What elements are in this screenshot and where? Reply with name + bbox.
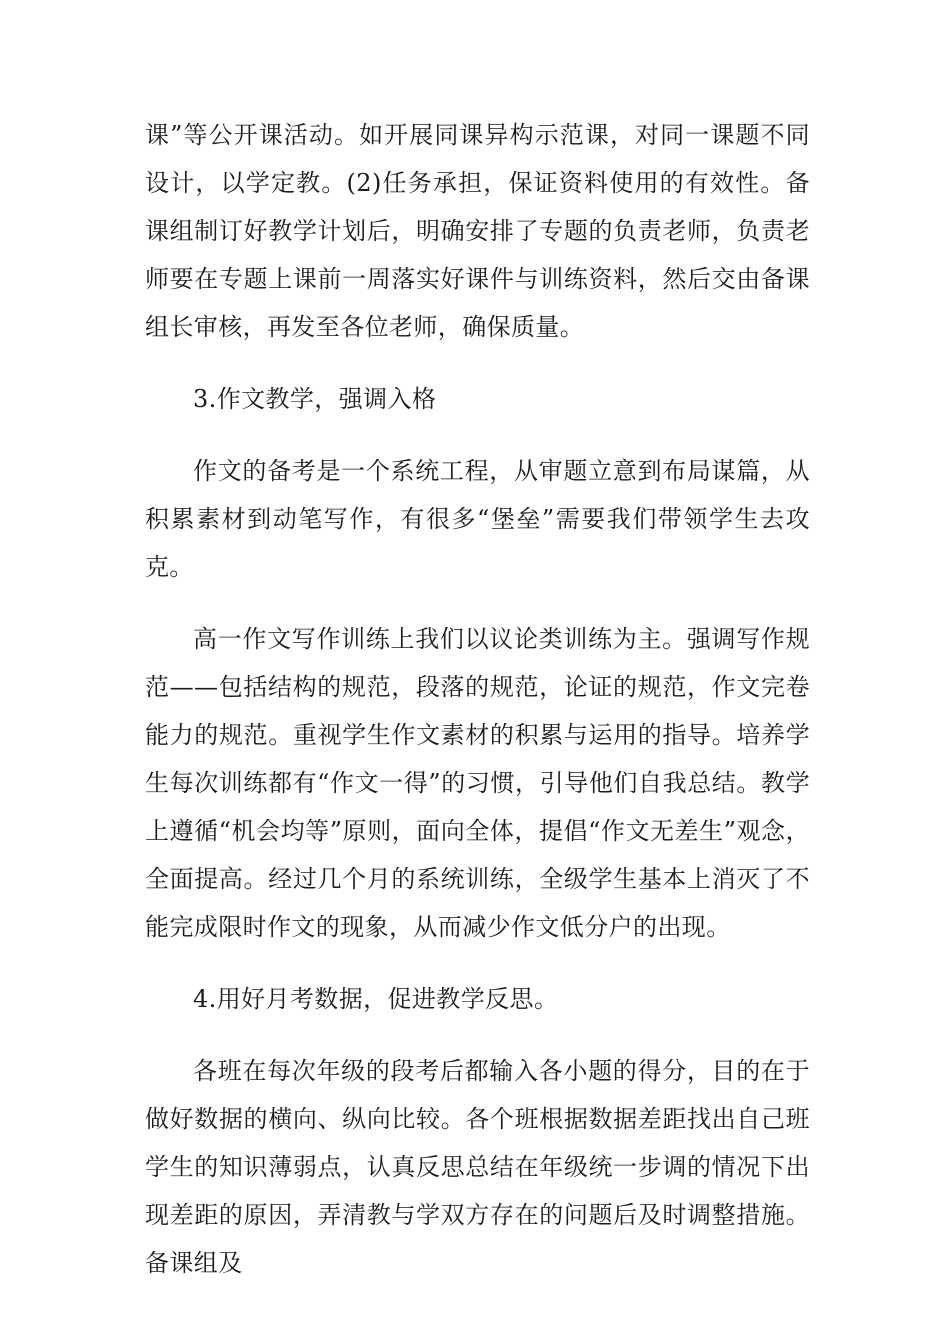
paragraph-continuation: 课”等公开课活动。如开展同课异构示范课，对同一课题不同设计，以学定教。(2)任务承担，保证资料使用的有效性。备课组制订好教学计划后，明确安排了专题的负责老师，负责老师要在专题上课前一周落实好课件与训练资料，然后交由备课组长审核，再发至各位老师，确保质量。 bbox=[145, 121, 810, 341]
document-body bbox=[145, 111, 810, 1311]
paragraph-composition-training: 高一作文写作训练上我们以议论类训练为主。强调写作规范——包括结构的规范，段落的规范，论证的规范，作文完卷能力的规范。重视学生作文素材的积累与运用的指导。培养学生每次训练都有“作文一得”的习惯，引导他们自我总结。教学上遵循“机会均等”原则，面向全体，提倡“作文无差生”观念，全面提高。经过几个月的系统训练，全级学生基本上消灭了不能完成限时作文的现象，从而减少作文低分户的出现。 bbox=[145, 625, 810, 941]
paragraph-exam-data: 各班在每次年级的段考后都输入各小题的得分，目的在于做好数据的横向、纵向比较。各个班根据数据差距找出自己班学生的知识薄弱点，认真反思总结在年级统一步调的情况下出现差距的原因，弄清教与学双方存在的问题后及时调整措施。备课组及 bbox=[145, 1057, 810, 1277]
paragraph-composition-prep: 作文的备考是一个系统工程，从审题立意到布局谋篇，从积累素材到动笔写作，有很多“堡垒”需要我们带领学生去攻克。 bbox=[145, 457, 810, 581]
section-heading-monthly-exam: 4.用好月考数据，促进教学反思。 bbox=[193, 985, 559, 1013]
section-heading-composition: 3.作文教学，强调入格 bbox=[193, 385, 437, 413]
